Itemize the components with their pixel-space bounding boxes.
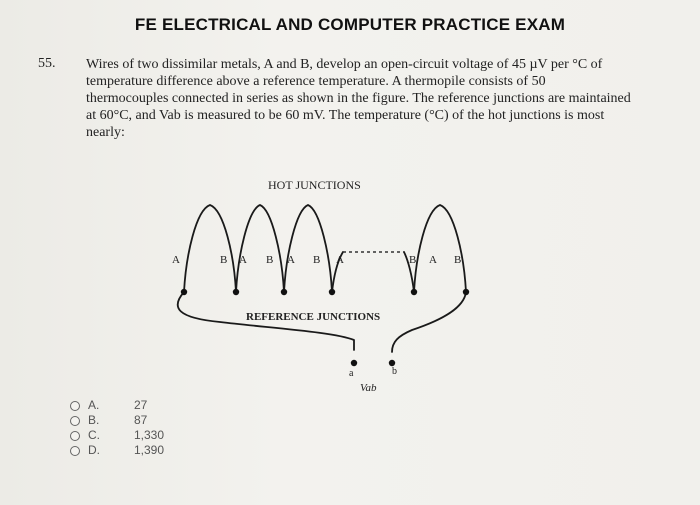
wire-label: A — [287, 254, 295, 266]
hot-junctions-label: HOT JUNCTIONS — [268, 178, 361, 192]
option-letter: B. — [88, 413, 100, 427]
reference-junction-dot — [181, 289, 187, 295]
question-line: thermocouples connected in series as shown in the figure. The reference junctions are maintained — [86, 91, 631, 106]
lead-wire-b — [392, 292, 466, 352]
question-line: nearly: — [86, 125, 125, 140]
question-line: Wires of two dissimilar metals, A and B, develop an open-circuit voltage of 45 µV per °C of — [86, 57, 603, 72]
terminal-a-dot — [351, 360, 357, 366]
question-line: temperature difference above a reference temperature. A thermopile consists of 50 — [86, 74, 546, 89]
wire-label: B — [454, 254, 462, 266]
wire-label: B — [409, 254, 417, 266]
thermopile-diagram — [150, 170, 500, 400]
reference-junction-dot — [233, 289, 239, 295]
thermocouple-loop — [184, 205, 236, 292]
terminal-a-label: a — [349, 368, 354, 379]
wire-label: B — [313, 254, 321, 266]
reference-junction-dot — [463, 289, 469, 295]
option-letter: C. — [88, 428, 100, 442]
radio-button[interactable] — [70, 431, 80, 441]
thermocouple-loop — [414, 205, 466, 292]
wire-label: B — [266, 254, 274, 266]
wire-label: A — [239, 254, 247, 266]
thermocouple-loop — [236, 205, 284, 292]
radio-button[interactable] — [70, 401, 80, 411]
wire-label: A — [429, 254, 437, 266]
option-letter: D. — [88, 443, 100, 457]
wire-label: B — [220, 254, 228, 266]
question-line: at 60°C, and Vab is measured to be 60 mV. The temperature (°C) of the hot junctions is most — [86, 108, 605, 123]
reference-junction-dot — [411, 289, 417, 295]
page-title: FE ELECTRICAL AND COMPUTER PRACTICE EXAM — [134, 15, 566, 34]
thermocouple-loop — [284, 205, 332, 292]
option-value: 1,330 — [134, 428, 165, 442]
question-text — [86, 56, 686, 141]
reference-junction-dot — [329, 289, 335, 295]
question-number: 55. — [38, 56, 56, 71]
radio-button[interactable] — [70, 416, 80, 426]
terminal-b-label: b — [392, 366, 397, 377]
option-value: 1,390 — [134, 443, 165, 457]
reference-junctions-label: REFERENCE JUNCTIONS — [246, 311, 381, 323]
wire-label: A — [172, 254, 180, 266]
option-letter: A. — [88, 398, 100, 412]
reference-junction-dot — [281, 289, 287, 295]
wire-label: A — [336, 254, 344, 266]
vab-label: Vab — [360, 382, 377, 394]
thermopile-figure — [150, 170, 500, 400]
option-value: 87 — [134, 413, 148, 427]
option-value: 27 — [134, 398, 148, 412]
radio-button[interactable] — [70, 446, 80, 456]
